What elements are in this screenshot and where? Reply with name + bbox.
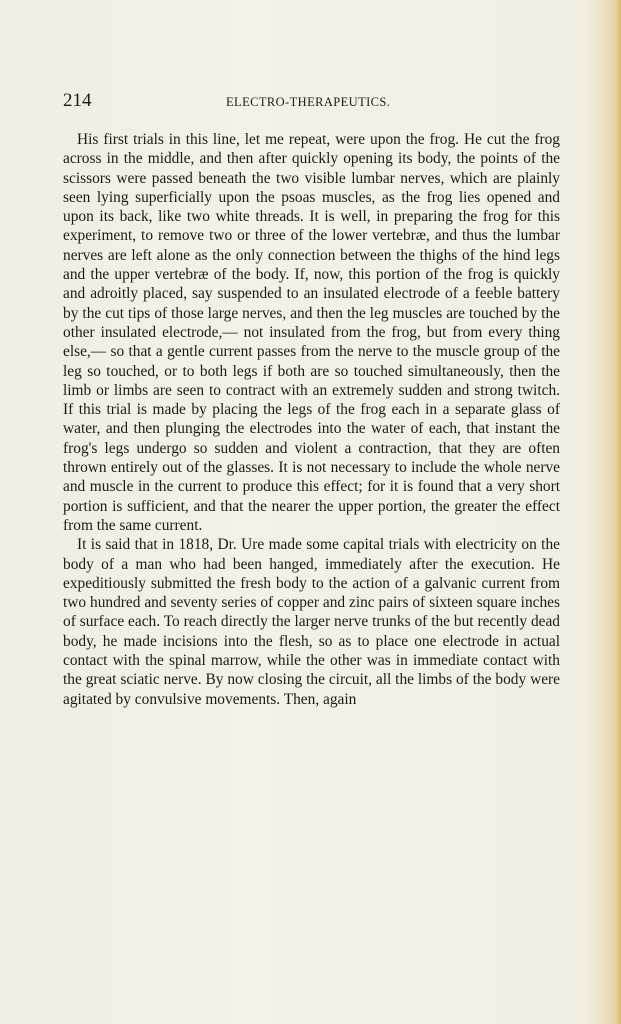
paragraph: It is said that in 1818, Dr. Ure made some capital trials with electricity on the body of a man who had been hanged, immediately after the execution. He expeditiously submitted the fresh body to the action of a galvanic current from two hundred and seventy series of copper and zinc pairs of sixteen square inches of surface each. To reach directly the larger nerve trunks of the but recently dead body, he made incisions into the flesh, so as to place one electrode in actual contact with the spinal marrow, while the other was in immediate contact with the great sciatic nerve. By now closing the circuit, all the limbs of the body were agitated by convulsive movements. Then, again xyxy=(63,536,560,708)
page-header xyxy=(63,89,563,113)
page-edge xyxy=(615,0,621,1024)
running-head: ELECTRO-THERAPEUTICS. xyxy=(226,95,391,109)
page-number: 214 xyxy=(63,90,92,111)
body-text xyxy=(63,130,560,709)
paragraph: His first trials in this line, let me repeat, were upon the frog. He cut the frog across in the middle, and then after quickly opening its body, the points of the scissors were passed beneath the two visible lumbar nerves, which are plainly seen lying superficially upon the psoas muscles, as the frog lies opened and upon its back, like two white threads. It is well, in preparing the frog for this experiment, to remove two or three of the lower vertebræ, and thus the lumbar nerves are left alone as the only connection between the thighs of the hind legs and the upper vertebræ of the body. If, now, this portion of the frog is quickly and adroitly placed, say suspended to an insulated electrode of a feeble battery by the cut tips of those large nerves, and then the leg muscles are touched by the other insulated electrode,— not insulated from the frog, but from every thing else,— so that a gentle current passes from the nerve to the muscle group of the leg so touched, or to both legs if both are so touched simultaneously, then the limb or limbs are seen to contract with an extremely sudden and strong twitch. If this trial is made by placing the legs of the frog each in a separate glass of water, and then plunging the electrodes into the water of each, that instant the frog's legs undergo so sudden and violent a contraction, that they are often thrown entirely out of the glasses. It is not necessary to include the whole nerve and muscle in the current to produce this effect; for it is found that a very short portion is sufficient, and that the nearer the upper portion, the greater the effect from the same current. xyxy=(63,131,560,534)
